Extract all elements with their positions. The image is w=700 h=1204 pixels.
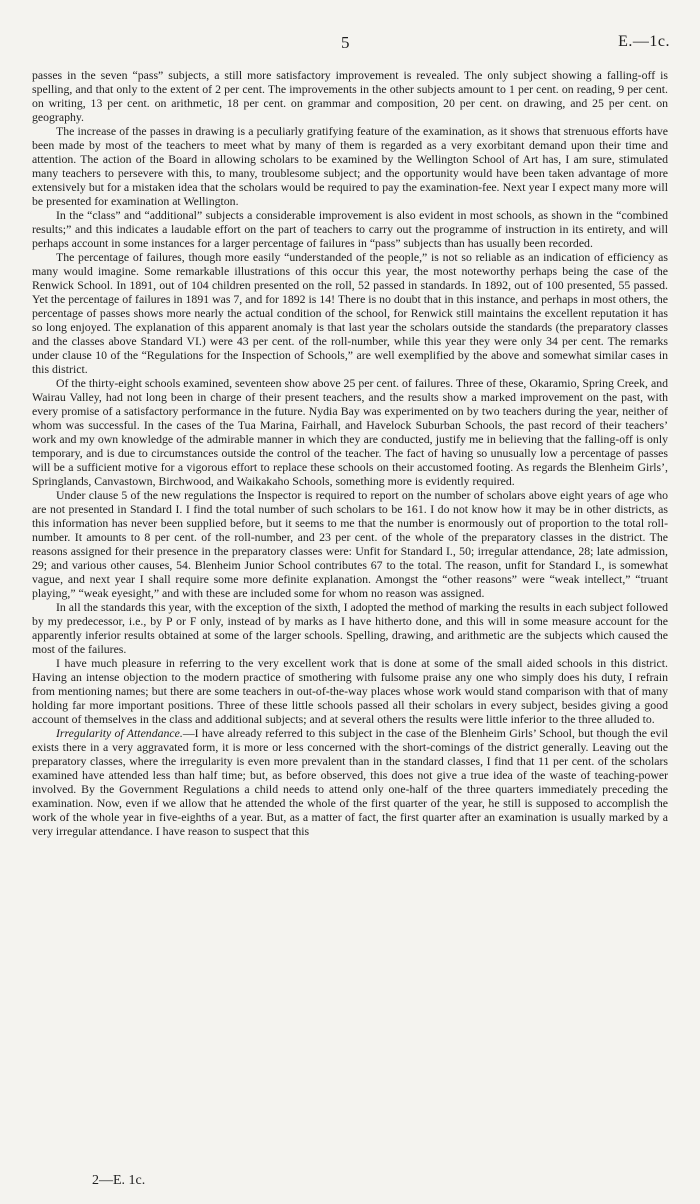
- paragraph: passes in the seven “pass” subjects, a still more satisfactory improvement is revealed. The only subject showing a falling-off is spelling, and that only to the extent of 2 per cent. The improvements in the other subjects amount to 1 per cent. on reading, 9 per cent. on writing, 13 per cent. on arithmetic, 18 per cent. on grammar and composition, 20 per cent. on drawing, and 25 per cent. on geography.: [32, 68, 668, 124]
- paragraph: In all the standards this year, with the exception of the sixth, I adopted the method of marking the results in each subject followed by my predecessor, i.e., by P or F only, instead of by marks as I have hitherto done, and this will in some measure account for the apparently inferior results obtained at some of the larger schools. Spelling, drawing, and arithmetic are the subjects which caused the most of the failures.: [32, 600, 668, 656]
- paragraph: In the “class” and “additional” subjects a considerable improvement is also evident in most schools, as shown in the “combined results;” and this indicates a laudable effort on the part of teachers to carry out the programme of instruction in its entirety, and will perhaps account in some instances for a larger percentage of failures in “pass” subjects than has usually been recorded.: [32, 208, 668, 250]
- footer-reference: 2—E. 1c.: [92, 1173, 146, 1188]
- paragraph: Under clause 5 of the new regulations the Inspector is required to report on the number of scholars above eight years of age who are not presented in Standard I. I find the total number of such scholars to be 161. I do not know how it may be in other districts, as this information has never been supplied before, but it seems to me that the number is enormously out of proportion to the total roll-number. It amounts to 8 per cent. of the roll-number, and 23 per cent. of the whole of the preparatory classes in the district. The reasons assigned for their presence in the preparatory classes were: Unfit for Standard I., 50; irregular attendance, 28; late admission, 29; and various other causes, 54. Blenheim Junior School contributes 67 to the total. The reason, unfit for Standard I., is somewhat vague, and next year I shall require some more definite explanation. Amongst the “other reasons” were “weak intellect,” “truant playing,” “weak eyesight,” and with these are included some for whom no reason was assigned.: [32, 488, 668, 600]
- paragraph-irregularity: [32, 726, 668, 838]
- page-number: 5: [341, 33, 350, 52]
- paragraph: The increase of the passes in drawing is a peculiarly gratifying feature of the examination, as it shows that strenuous efforts have been made by most of the teachers to meet what by many of them is regarded as a very exorbitant demand upon their time and attention. The action of the Board in allowing scholars to be examined by the Wellington School of Art has, I am sure, stimulated many teachers to persevere with this, to many, troublesome subject; and the opportunity would have been taken advantage of more extensively but for a mistaken idea that the scholars would be required to pay the examination-fee. Next year I expect many more will be presented for examination at Wellington.: [32, 124, 668, 208]
- body-text: [32, 68, 668, 838]
- paragraph: The percentage of failures, though more easily “understanded of the people,” is not so reliable as an indication of efficiency as many would imagine. Some remarkable illustrations of this occur this year, the most noteworthy perhaps being the case of the Renwick School. In 1891, out of 104 children presented on the roll, 52 passed in standards. In 1892, out of 100 presented, 55 passed. Yet the percentage of failures in 1891 was 7, and for 1892 is 14! There is no doubt that in this instance, and perhaps in most others, the percentage of passes shows more nearly the actual condition of the school, for Renwick still maintains the excellent reputation it has so long enjoyed. The explanation of this apparent anomaly is that last year the scholars outside the standards (the preparatory classes and the classes above Standard VI.) were 43 per cent. of the roll-number, while this year they were only 34 per cent. The remarks under clause 10 of the “Regulations for the Inspection of Schools,” are well exemplified by the above and somewhat similar cases in this district.: [32, 250, 668, 376]
- section-heading: Irregularity of Attendance.: [56, 726, 183, 740]
- paragraph: Of the thirty-eight schools examined, seventeen show above 25 per cent. of failures. Three of these, Okaramio, Spring Creek, and Wairau Valley, had not long been in charge of their present teachers, and the results show a marked improvement on the past, with every promise of a satisfactory performance in the future. Nydia Bay was experimented on by two teachers during the year, neither of whom was successful. In the cases of the Tua Marina, Fairhall, and Havelock Suburban Schools, the past record of their teachers’ work and my own knowledge of the admirable manner in which they are conducted, justify me in believing that the falling-off is only temporary, and is due to circumstances outside the control of the teacher. The fact of having so unusually low a percentage of passes will be a sufficient motive for a vigorous effort to replace these schools on their accustomed footing. As regards the Blenheim Girls’, Springlands, Canvastown, Birchwood, and Waikakaho Schools, something more is evidently required.: [32, 376, 668, 488]
- paragraph: I have much pleasure in referring to the very excellent work that is done at some of the small aided schools in this district. Having an intense objection to the modern practice of smothering with fulsome praise any one who simply does his duty, I refrain from mentioning names; but there are some teachers in out-of-the-way places whose work would stand comparison with that of many holding far more important positions. Three of these little schools passed all their scholars in every subject, besides giving a good account of themselves in the class and additional subjects; and at several others the results were little inferior to the three alluded to.: [32, 656, 668, 726]
- page-reference: E.—1c.: [618, 33, 670, 50]
- section-text: —I have already referred to this subject in the case of the Blenheim Girls’ School, but though the evil exists there in a very aggravated form, it is more or less concerned with the short-comings of the district generally. Leaving out the preparatory classes, where the irregularity is even more prevalent than in the standard classes, I find that 11 per cent. of the scholars examined have attended less than half time; but, as before observed, this does not give a true idea of the waste of teaching-power involved. By the Government Regulations a child needs to attend only one-half of the three quarters immediately preceding the examination. Now, even if we allow that he attended the whole of the first quarter of the year, he still is supposed to accomplish the work of the whole year in five-eighths of a year. But, as a matter of fact, the first quarter after an examination is usually marked by a very irregular attendance. I have reason to suspect that this: [32, 726, 668, 838]
